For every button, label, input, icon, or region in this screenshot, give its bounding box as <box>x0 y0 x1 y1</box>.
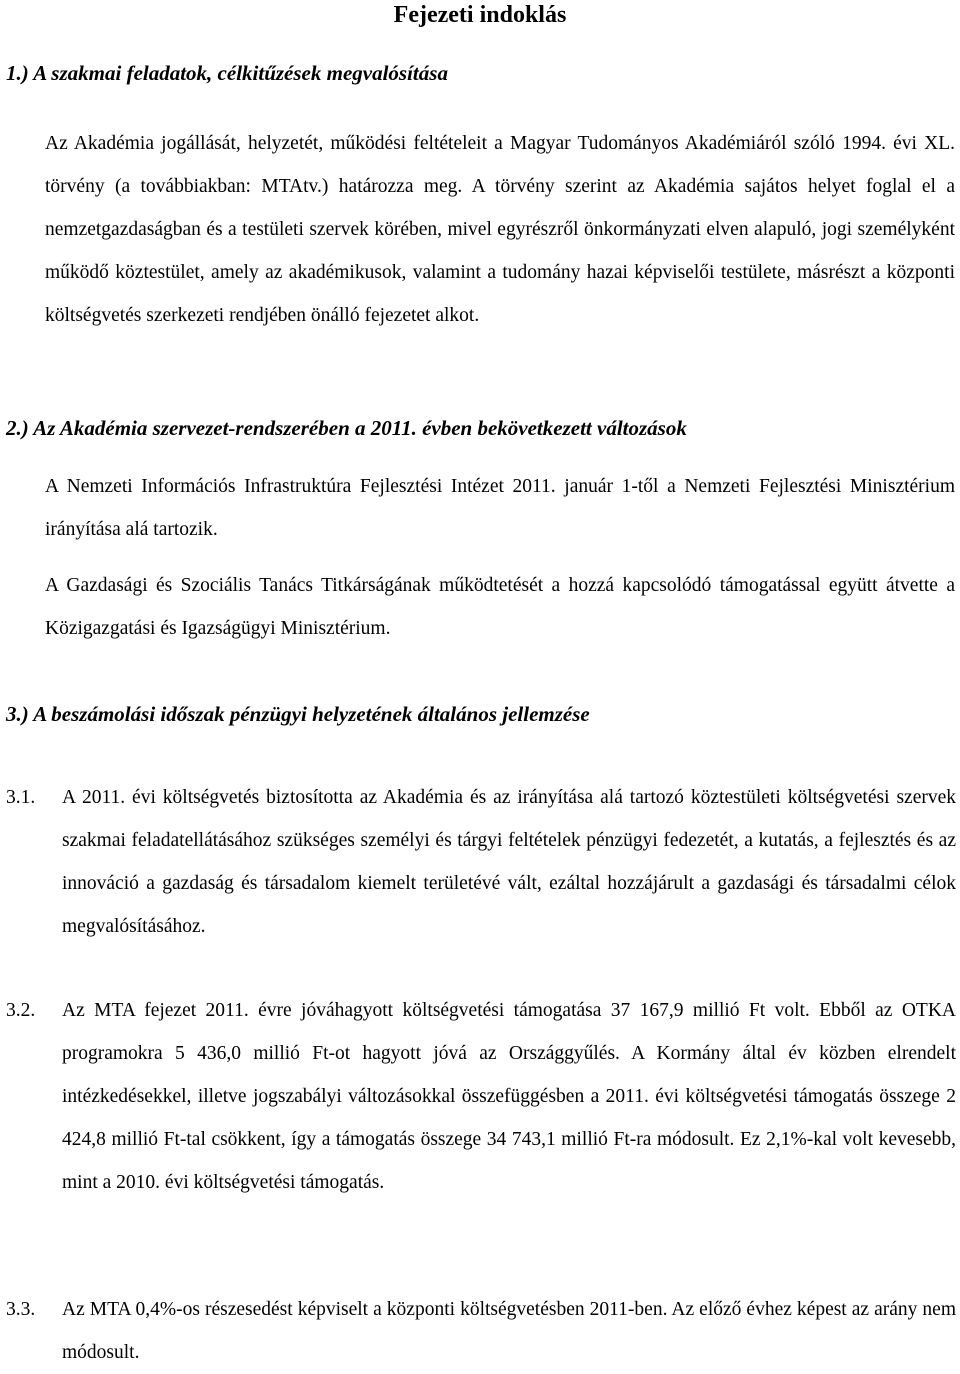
section-1-heading: 1.) A szakmai feladatok, célkitűzések megvalósítása <box>6 61 448 85</box>
page-title: Fejezeti indoklás <box>393 2 567 28</box>
section-1-paragraph: Az Akadémia jogállását, helyzetét, működési feltételeit a Magyar Tudományos Akadémiáról szóló 1994. évi XL. törvény (a továbbiakban: MTAtv.) határozza meg. A törvény szerint az Akadémia sajátos helyet foglal el a nemzetgazdaságban és a testületi szervek körében, mivel egyrészről önkormányzati elven alapuló, jogi személyként működő köztestület, amely az akadémikusok, valamint a tudomány hazai képviselői testülete, másrészt a központi költségvetés szerkezeti rendjében önálló fejezetet alkot. <box>45 133 955 326</box>
item-text: Az MTA fejezet 2011. évre jóváhagyott költségvetési támogatása 37 167,9 millió Ft volt. Ebből az OTKA programokra 5 436,0 millió Ft-ot hagyott jóvá az Országgyűlés. A Kormány által év közben elrendelt intézkedésekkel, illetve jogszabályi változásokkal összefüggésben a 2011. évi költségvetési támogatás összege 2 424,8 millió Ft-tal csökkent, így a támogatás összege 34 743,1 millió Ft-ra módosult. Ez 2,1%-kal volt kevesebb, mint a 2010. évi költségvetési támogatás. <box>62 1000 956 1193</box>
section-2-heading: 2.) Az Akadémia szervezet-rendszerében a 2011. évben bekövetkezett változások <box>6 416 687 440</box>
item-number: 3.3. <box>6 1299 36 1320</box>
section-2-paragraph-1: A Nemzeti Információs Infrastruktúra Fejlesztési Intézet 2011. január 1-től a Nemzeti Fejlesztési Minisztérium irányítása alá tartozik. <box>45 476 955 540</box>
item-number: 3.2. <box>6 1000 36 1021</box>
item-text: A 2011. évi költségvetés biztosította az Akadémia és az irányítása alá tartozó köztestületi költségvetési szervek szakmai feladatellátásához szükséges személyi és tárgyi feltételek pénzügyi fedezetét, a kutatás, a fejlesztés és az innováció a gazdaság és társadalom kiemelt területévé vált, ezáltal hozzájárult a gazdasági és társadalmi célok megvalósításához. <box>62 787 956 937</box>
numbered-item-3-2 <box>6 989 956 1204</box>
item-number: 3.1. <box>6 787 36 808</box>
item-text: Az MTA 0,4%-os részesedést képviselt a központi költségvetésben 2011-ben. Az előző évhez képest az arány nem módosult. <box>62 1299 956 1363</box>
numbered-item-3-1 <box>6 776 956 948</box>
section-3-heading: 3.) A beszámolási időszak pénzügyi helyzetének általános jellemzése <box>6 702 590 726</box>
section-2-paragraph-2: A Gazdasági és Szociális Tanács Titkárságának működtetését a hozzá kapcsolódó támogatással együtt átvette a Közigazgatási és Igazságügyi Minisztérium. <box>45 575 955 639</box>
numbered-item-3-3 <box>6 1288 956 1374</box>
